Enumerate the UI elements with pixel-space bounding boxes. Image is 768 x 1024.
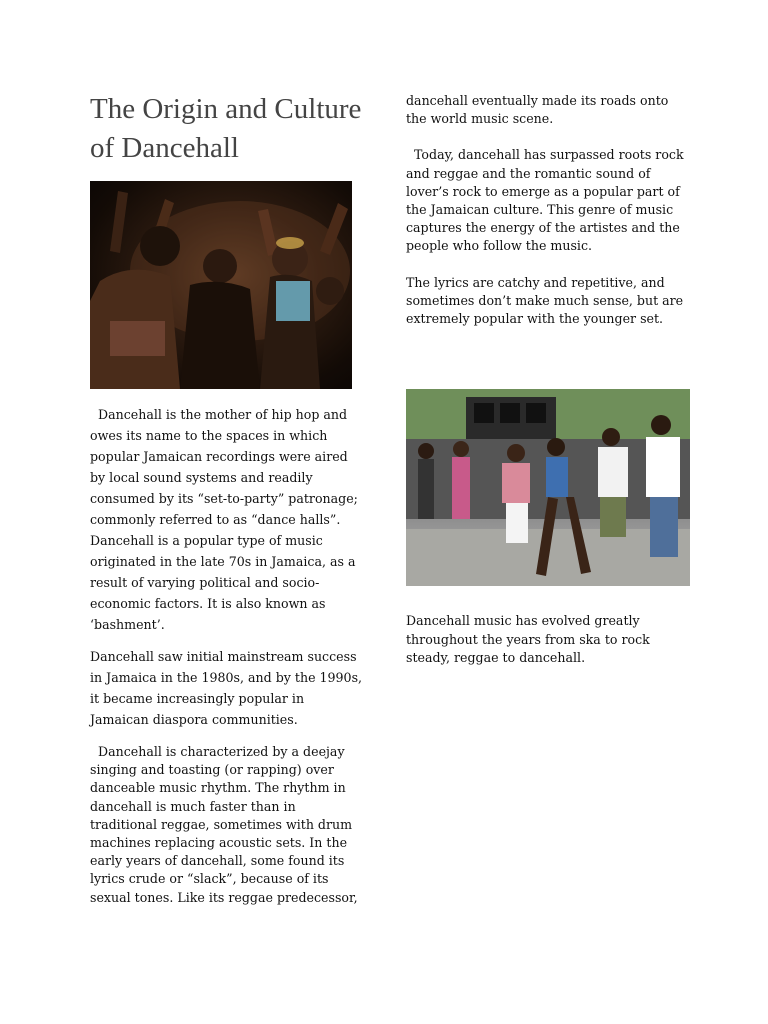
paragraph-characteristics: Dancehall is characterized by a deejay singing and toasting (or rapping) over danceable music rhythm. The rhythm in dancehall is much faster than in traditional reggae, sometimes with drum machines replacing acoustic sets. In the early years of dancehall, some found its lyrics crude or “slack”, because of its sexual tones. Like its reggae predecessor,	[90, 744, 358, 905]
page-title: The Origin and Culture of Dancehall	[90, 93, 362, 164]
dance-crowd-illustration	[90, 181, 352, 389]
paragraph-mainstream: Dancehall saw initial mainstream success in Jamaica in the 1980s, and by the 1990s, it became increasingly popular in Jamaican diaspora communities.	[90, 649, 363, 727]
paragraph-origin: Dancehall is the mother of hip hop and owes its name to the spaces in which popular Jamaican recordings were aired by local sound systems and readily consumed by its “set-to-party” patronage; commonly referred to as “dance halls”. Dancehall is a popular type of music originated in the late 70s in Jamaica, as a result of varying political and socio-economic factors. It is also known as ‘bashment’.	[90, 407, 358, 632]
right-column	[406, 92, 691, 328]
paragraph-today: Today, dancehall has surpassed roots rock and reggae and the romantic sound of lover’s rock to emerge as a popular part of the Jamaican culture. This genre of music captures the energy of the artistes and the people who follow the music.	[406, 147, 684, 254]
paragraph-lyrics: The lyrics are catchy and repetitive, and sometimes don’t make much sense, but are extremely popular with the younger set.	[406, 274, 684, 327]
paragraph-world-scene: dancehall eventually made its roads onto the world music scene.	[406, 93, 669, 127]
left-column	[90, 404, 365, 907]
paragraph-evolution: Dancehall music has evolved greatly throughout the years from ska to rock steady, reggae to dancehall.	[406, 613, 650, 665]
street-dance-photo	[406, 389, 690, 586]
dance-crowd-photo	[90, 181, 352, 389]
street-dance-illustration	[406, 389, 690, 586]
